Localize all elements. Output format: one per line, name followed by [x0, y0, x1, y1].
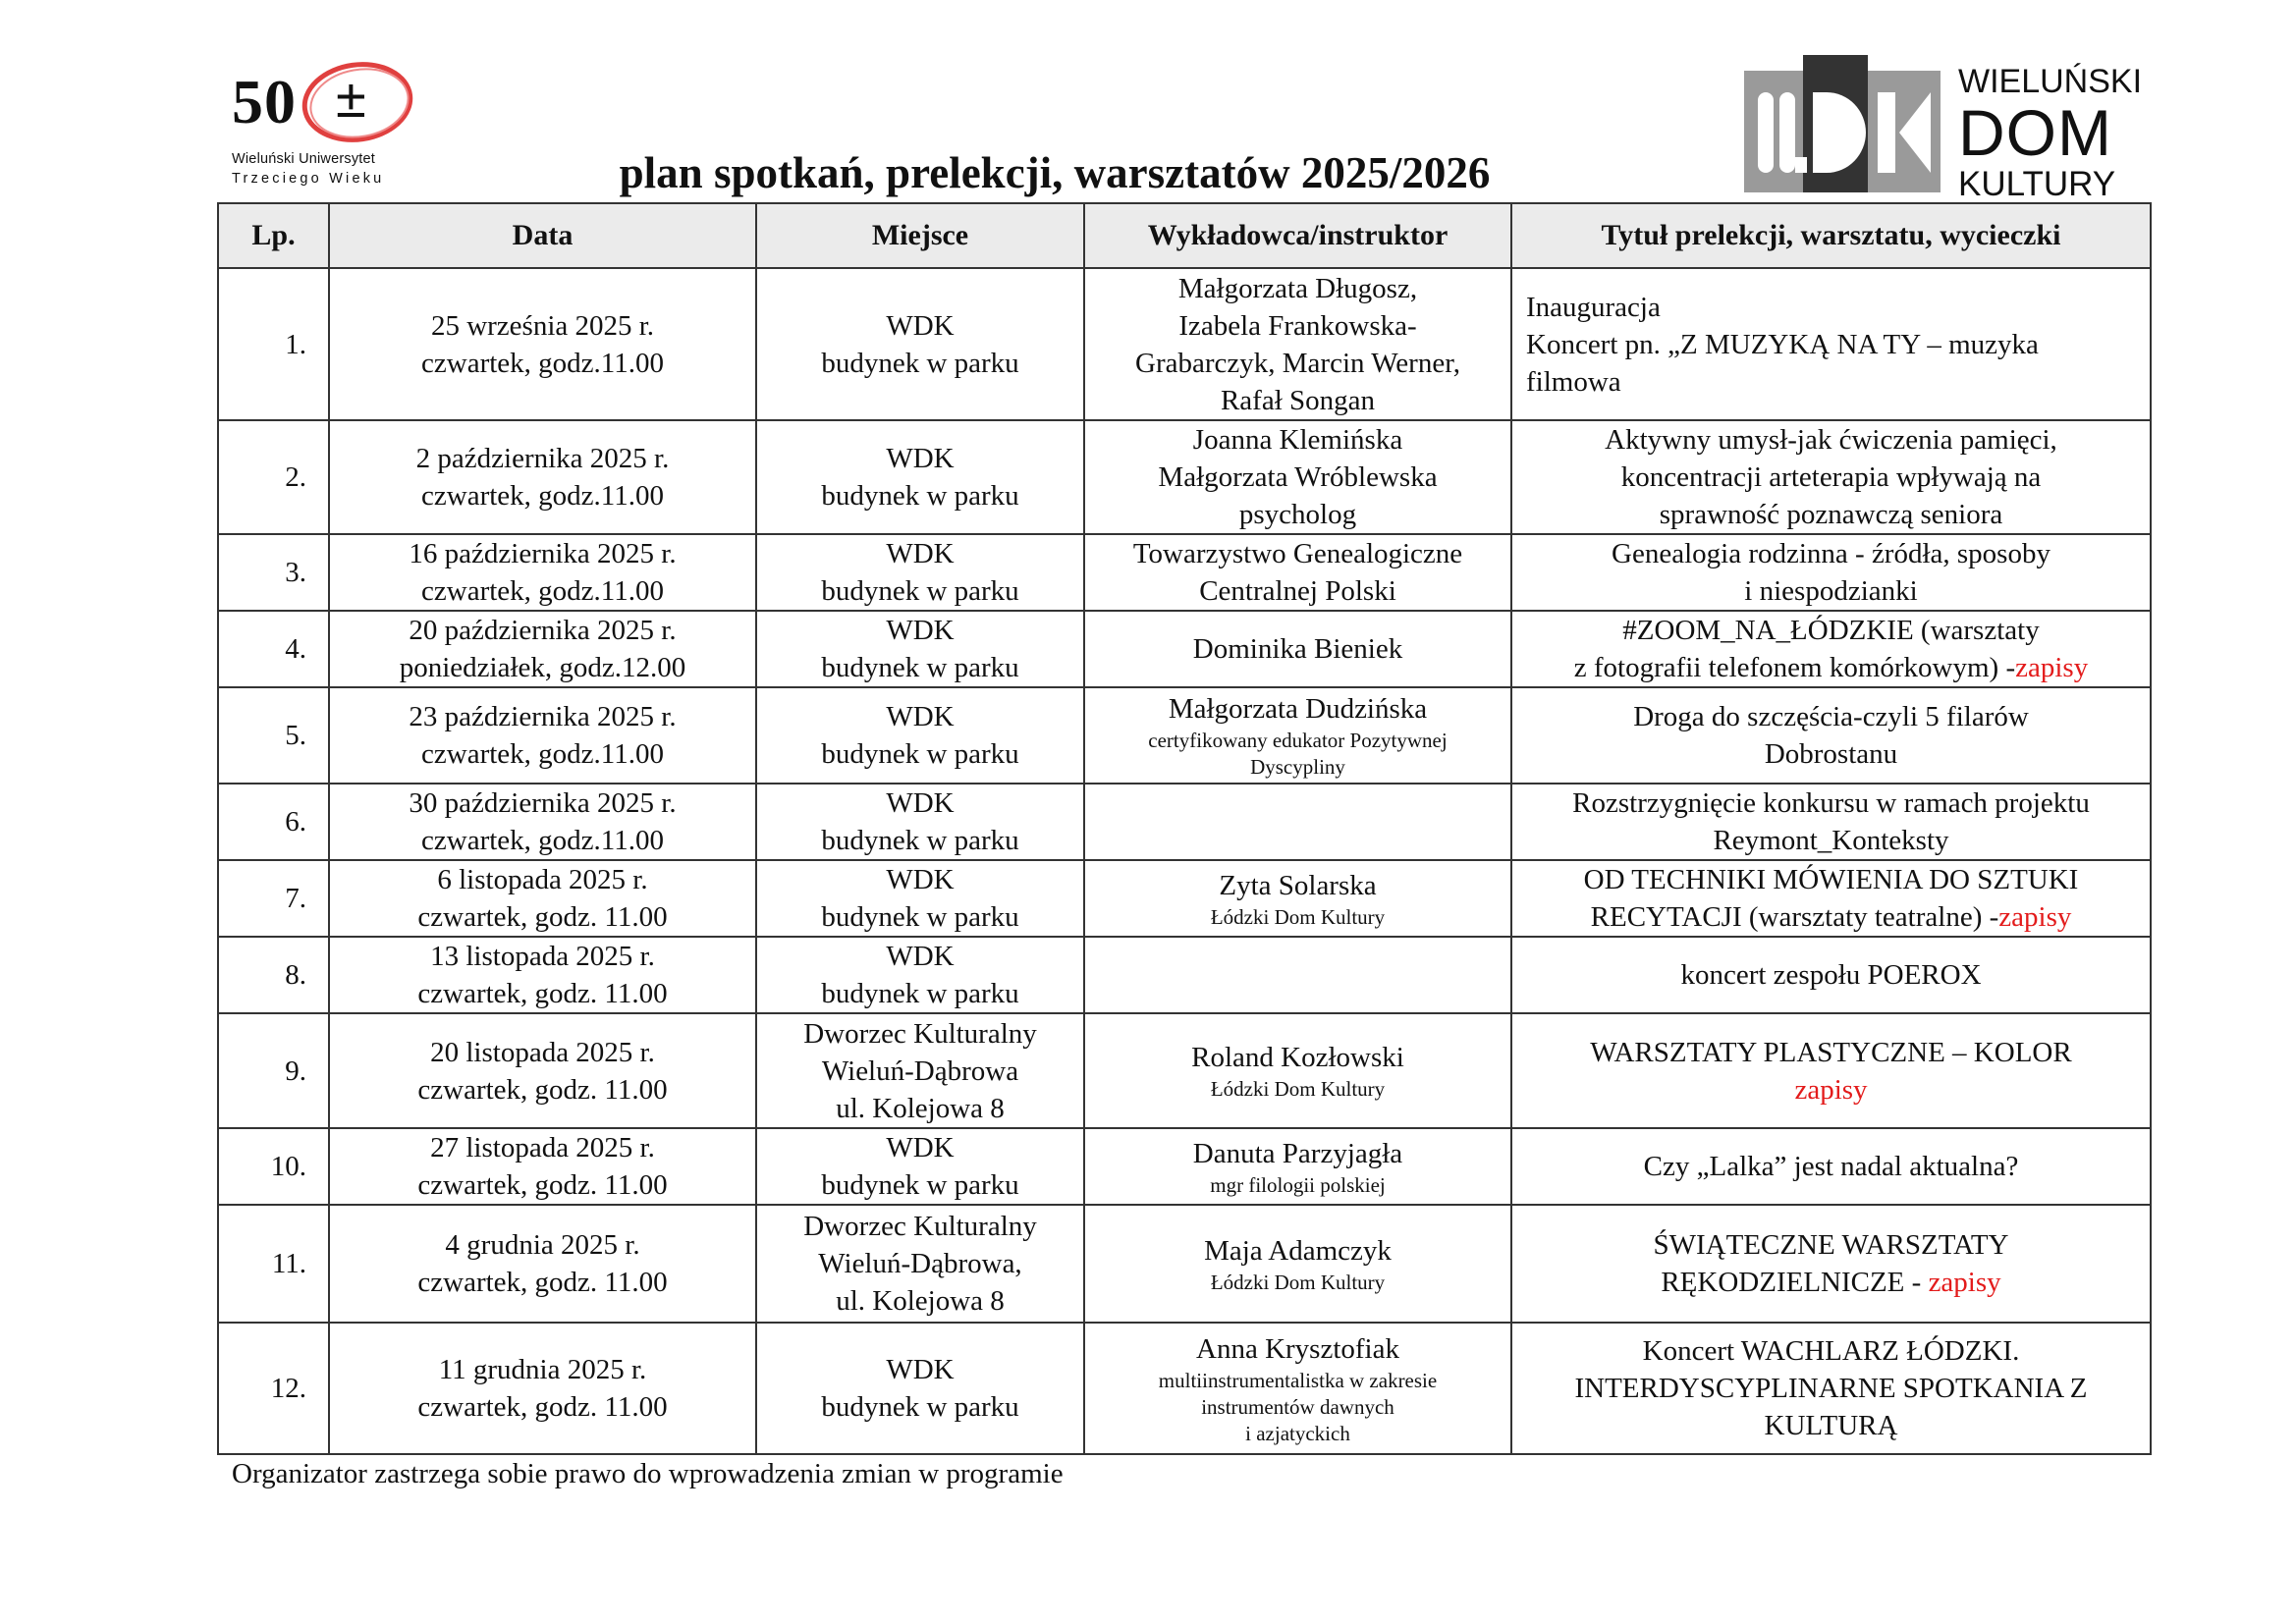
date-line: 23 października 2025 r. [409, 701, 677, 732]
title-line: sprawność poznawczą seniora [1659, 499, 2003, 530]
column-header-lecturer: Wykładowca/instruktor [1084, 203, 1511, 268]
wdk-logo-line2: DOM [1958, 96, 2112, 169]
date-line: 16 października 2025 r. [409, 538, 677, 569]
place-line: budynek w parku [821, 901, 1019, 933]
u3w-logo-plus-minus: ± [336, 67, 366, 129]
date-line: czwartek, godz.11.00 [421, 347, 664, 379]
cell-date [329, 1323, 756, 1454]
place-line: WDK [886, 1132, 955, 1163]
lecturer-name: Małgorzata Długosz, [1177, 272, 1418, 304]
table-row [218, 611, 2151, 687]
cell-lp: 2. [218, 420, 329, 534]
table-row [218, 1128, 2151, 1205]
title-line: ŚWIĄTECZNE WARSZTATY [1653, 1229, 2009, 1261]
lecturer-note: certyfikowany edukator Pozytywnej [1148, 729, 1448, 752]
signup-label: zapisy [1998, 901, 2072, 933]
place-line: WDK [886, 787, 955, 819]
footnote: Organizator zastrzega sobie prawo do wprowadzenia zmian w programie [232, 1458, 1064, 1489]
cell-place [756, 420, 1084, 534]
place-line: Wieluń-Dąbrowa, [818, 1248, 1022, 1279]
date-line: czwartek, godz. 11.00 [417, 978, 668, 1009]
place-line: budynek w parku [821, 652, 1019, 683]
table-header-row [218, 203, 2151, 268]
table-row [218, 937, 2151, 1013]
lecturer-name: psycholog [1238, 499, 1357, 530]
cell-lecturer [1084, 860, 1511, 937]
cell-title [1511, 611, 2151, 687]
lecturer-note: instrumentów dawnych [1201, 1394, 1394, 1419]
place-line: WDK [886, 309, 955, 342]
table-body [218, 268, 2151, 1454]
title-line: WARSZTATY PLASTYCZNE – KOLOR [1590, 1036, 2072, 1068]
signup-label: zapisy [2015, 652, 2089, 683]
cell-lecturer [1084, 784, 1511, 860]
cell-date [329, 1205, 756, 1323]
u3w-logo-line2: Trzeciego Wieku [232, 171, 385, 187]
column-header-lp: Lp. [218, 203, 329, 268]
lecturer-note: mgr filologii polskiej [1210, 1172, 1386, 1197]
title-line: filmowa [1526, 365, 1621, 398]
date-line: 20 listopada 2025 r. [430, 1036, 655, 1068]
title-line: RĘKODZIELNICZE - [1661, 1267, 1929, 1298]
title-line: Reymont_Konteksty [1713, 825, 1949, 856]
page-title-text: plan spotkań, prelekcji, warsztatów 2025/2026 [619, 148, 1491, 197]
table-row [218, 534, 2151, 611]
lecturer-name: Dominika Bieniek [1192, 633, 1403, 665]
place-line: budynek w parku [821, 575, 1019, 607]
table-row [218, 1013, 2151, 1128]
cell-title [1511, 937, 2151, 1013]
title-line: KULTURĄ [1764, 1410, 1898, 1441]
cell-lp: 8. [218, 937, 329, 1013]
cell-place [756, 268, 1084, 420]
title-line: RECYTACJI (warsztaty teatralne) - [1590, 901, 1999, 933]
cell-place [756, 1323, 1084, 1454]
lecturer-note: Łódzki Dom Kultury [1210, 904, 1386, 929]
cell-place [756, 534, 1084, 611]
date-line: czwartek, godz. 11.00 [417, 1391, 668, 1423]
date-line: 6 listopada 2025 r. [437, 864, 648, 895]
lecturer-note: Łódzki Dom Kultury [1210, 1270, 1386, 1294]
lecturer-name: Grabarczyk, Marcin Werner, [1135, 347, 1460, 379]
cell-place [756, 860, 1084, 937]
lecturer-note: i azjatyckich [1245, 1421, 1350, 1445]
place-line: WDK [886, 701, 955, 732]
cell-lp: 12. [218, 1323, 329, 1454]
table-row [218, 860, 2151, 937]
title-line-with-signup [1518, 649, 2144, 686]
place-line: WDK [886, 538, 955, 569]
table-row [218, 784, 2151, 860]
cell-date [329, 937, 756, 1013]
date-line: czwartek, godz. 11.00 [417, 1169, 668, 1201]
cell-lp: 7. [218, 860, 329, 937]
place-line: ul. Kolejowa 8 [836, 1285, 1005, 1317]
lecturer-name: Centralnej Polski [1199, 575, 1396, 607]
lecturer-name: Rafał Songan [1220, 384, 1376, 416]
lecturer-note: Łódzki Dom Kultury [1210, 1077, 1386, 1101]
cell-title [1511, 1128, 2151, 1205]
cell-lp: 9. [218, 1013, 329, 1128]
place-line: WDK [886, 1354, 955, 1385]
title-line: OD TECHNIKI MÓWIENIA DO SZTUKI [1583, 864, 2079, 895]
cell-date [329, 860, 756, 937]
signup-label: zapisy [1928, 1267, 2001, 1298]
date-line: czwartek, godz. 11.00 [417, 1267, 668, 1298]
cell-lp: 5. [218, 687, 329, 784]
date-line: 13 listopada 2025 r. [430, 941, 655, 972]
cell-date [329, 687, 756, 784]
lecturer-note: Dyscypliny [1250, 755, 1345, 779]
u3w-logo-number: 50 [232, 67, 297, 136]
cell-title [1511, 268, 2151, 420]
title-line: z fotografii telefonem komórkowym) - [1573, 652, 2016, 683]
cell-title [1511, 1205, 2151, 1323]
column-header-date: Data [329, 203, 756, 268]
place-line: WDK [886, 615, 955, 646]
place-line: budynek w parku [821, 1169, 1019, 1201]
place-line: budynek w parku [821, 347, 1019, 379]
date-line: czwartek, godz.11.00 [421, 738, 664, 770]
cell-title [1511, 534, 2151, 611]
cell-place [756, 937, 1084, 1013]
lecturer-name: Zyta Solarska [1219, 869, 1377, 901]
u3w-logo-line1: Wieluński Uniwersytet [232, 151, 376, 167]
date-line: czwartek, godz. 11.00 [417, 901, 668, 933]
lecturer-name: Małgorzata Dudzińska [1168, 693, 1428, 725]
place-line: WDK [886, 941, 955, 972]
lecturer-note: multiinstrumentalistka w zakresie [1158, 1368, 1438, 1392]
title-line: Droga do szczęścia-czyli 5 filarów [1633, 701, 2029, 732]
title-line: koncert zespołu POEROX [1680, 959, 1982, 991]
cell-title [1511, 1013, 2151, 1128]
cell-lecturer [1084, 1013, 1511, 1128]
cell-title [1511, 860, 2151, 937]
title-line: Inauguracja [1526, 291, 1661, 323]
lecturer-name: Izabela Frankowska- [1178, 309, 1417, 342]
date-line: 4 grudnia 2025 r. [445, 1229, 640, 1261]
title-line: Koncert pn. „Z MUZYKĄ NA TY – muzyka [1526, 328, 2039, 360]
cell-place [756, 784, 1084, 860]
table-row [218, 687, 2151, 784]
column-header-title: Tytuł prelekcji, warsztatu, wycieczki [1511, 203, 2151, 268]
cell-lecturer [1084, 687, 1511, 784]
cell-lecturer [1084, 534, 1511, 611]
wdk-logo-line3: KULTURY [1958, 165, 2116, 203]
date-line: czwartek, godz.11.00 [421, 480, 664, 512]
cell-lecturer [1084, 611, 1511, 687]
place-line: ul. Kolejowa 8 [836, 1092, 1005, 1124]
cell-lp: 4. [218, 611, 329, 687]
lecturer-name: Anna Krysztofiak [1196, 1332, 1399, 1365]
date-line: 2 października 2025 r. [415, 443, 670, 474]
cell-place [756, 1128, 1084, 1205]
place-line: Dworzec Kulturalny [803, 1017, 1037, 1050]
cell-title [1511, 687, 2151, 784]
place-line: budynek w parku [821, 978, 1019, 1009]
cell-date [329, 1128, 756, 1205]
lecturer-name: Joanna Klemińska [1192, 424, 1403, 456]
place-line: WDK [886, 864, 955, 895]
place-line: budynek w parku [821, 738, 1019, 770]
place-line: Dworzec Kulturalny [803, 1211, 1037, 1242]
title-line: Rozstrzygnięcie konkursu w ramach projektu [1572, 787, 2090, 819]
title-line-with-signup [1518, 898, 2144, 936]
cell-place [756, 687, 1084, 784]
cell-lp: 3. [218, 534, 329, 611]
title-line: koncentracji arteterapia wpływają na [1620, 461, 2042, 493]
place-line: budynek w parku [821, 825, 1019, 856]
date-line: poniedziałek, godz.12.00 [399, 652, 686, 683]
place-line: WDK [886, 443, 955, 474]
cell-lp: 1. [218, 268, 329, 420]
lecturer-name: Maja Adamczyk [1204, 1234, 1392, 1267]
cell-lecturer [1084, 1205, 1511, 1323]
title-line: Koncert WACHLARZ ŁÓDZKI. [1642, 1335, 2020, 1367]
place-line: budynek w parku [821, 480, 1019, 512]
title-line-with-signup [1518, 1264, 2144, 1301]
cell-lecturer [1084, 937, 1511, 1013]
cell-place [756, 1205, 1084, 1323]
table-row [218, 1205, 2151, 1323]
cell-title [1511, 1323, 2151, 1454]
cell-lecturer [1084, 268, 1511, 420]
lecturer-name: Roland Kozłowski [1191, 1042, 1404, 1073]
page-title [0, 147, 2296, 198]
cell-date [329, 784, 756, 860]
cell-title [1511, 420, 2151, 534]
lecturer-name: Towarzystwo Genealogiczne [1132, 538, 1463, 569]
date-line: 27 listopada 2025 r. [430, 1132, 655, 1163]
signup-label: zapisy [1794, 1073, 1868, 1106]
cell-lp: 11. [218, 1205, 329, 1323]
cell-place [756, 611, 1084, 687]
title-line: i niespodzianki [1744, 575, 1918, 607]
table-row [218, 420, 2151, 534]
table-row [218, 1323, 2151, 1454]
cell-lecturer [1084, 420, 1511, 534]
lecturer-name: Małgorzata Wróblewska [1158, 461, 1438, 493]
date-line: czwartek, godz. 11.00 [417, 1073, 668, 1106]
cell-date [329, 268, 756, 420]
title-line: Genealogia rodzinna - źródła, sposoby [1612, 538, 2050, 569]
date-line: czwartek, godz.11.00 [421, 575, 664, 607]
cell-date [329, 534, 756, 611]
cell-lp: 10. [218, 1128, 329, 1205]
date-line: 25 września 2025 r. [430, 309, 655, 342]
date-line: 11 grudnia 2025 r. [438, 1354, 647, 1385]
cell-date [329, 1013, 756, 1128]
cell-date [329, 611, 756, 687]
wdk-logo-line1: WIELUŃSKI [1958, 63, 2143, 100]
title-line: Dobrostanu [1764, 738, 1898, 770]
cell-lp: 6. [218, 784, 329, 860]
place-line: budynek w parku [821, 1391, 1019, 1423]
cell-date [329, 420, 756, 534]
table-row [218, 268, 2151, 420]
lecturer-name: Danuta Parzyjagła [1192, 1137, 1403, 1169]
column-header-place: Miejsce [756, 203, 1084, 268]
date-line: 30 października 2025 r. [409, 787, 677, 819]
cell-place [756, 1013, 1084, 1128]
title-line: #ZOOM_NA_ŁÓDZKIE (warsztaty [1622, 615, 2040, 646]
title-line: INTERDYSCYPLINARNE SPOTKANIA Z [1574, 1373, 2088, 1404]
date-line: czwartek, godz.11.00 [421, 825, 664, 856]
schedule-table [217, 202, 2152, 1455]
date-line: 20 października 2025 r. [409, 615, 677, 646]
cell-lecturer [1084, 1323, 1511, 1454]
place-line: Wieluń-Dąbrowa [821, 1055, 1019, 1087]
cell-title [1511, 784, 2151, 860]
cell-lecturer [1084, 1128, 1511, 1205]
title-line: Aktywny umysł-jak ćwiczenia pamięci, [1605, 424, 2057, 456]
title-line: Czy „Lalka” jest nadal aktualna? [1643, 1151, 2019, 1182]
